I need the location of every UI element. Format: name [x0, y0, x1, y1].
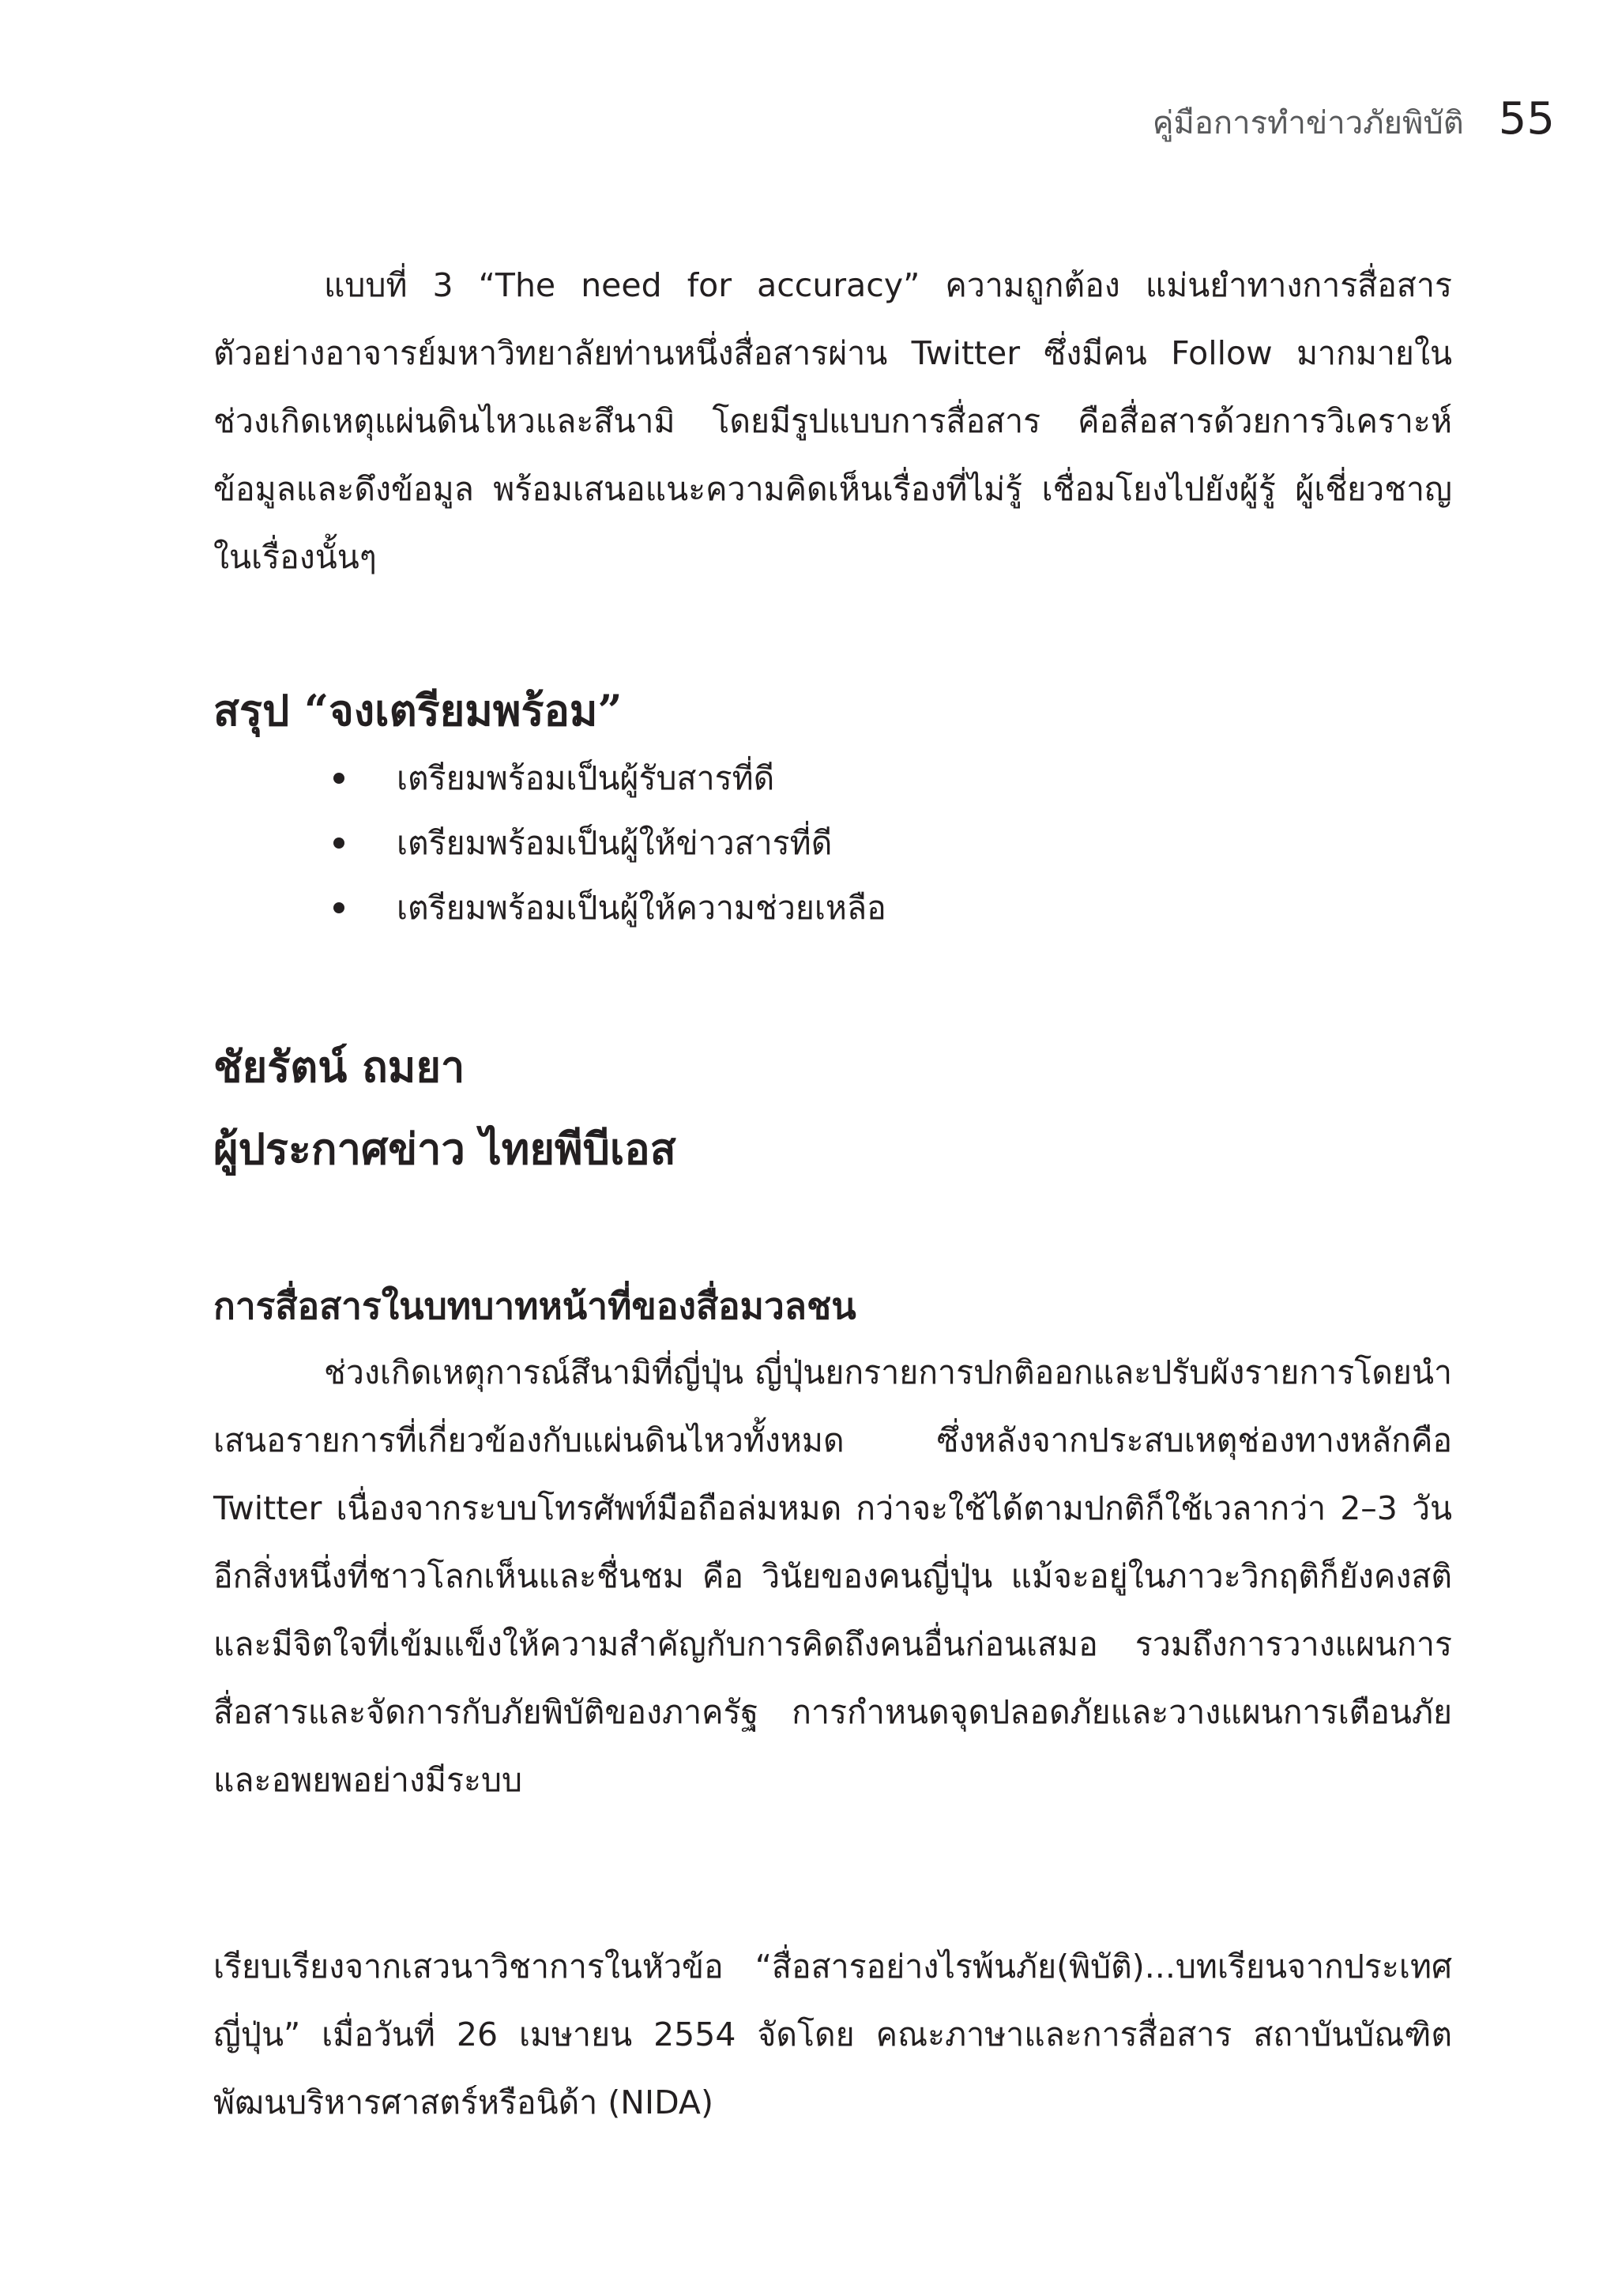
running-head [1153, 93, 1555, 148]
speaker-name: ชัยรัตน์ ถมยา [213, 1041, 465, 1092]
summary-list-item [213, 746, 1452, 811]
bullet-icon [333, 837, 344, 849]
page-body [213, 251, 1452, 2136]
source-note: เรียบเรียงจากเสวนาวิชาการในหัวข้อ “สื่อสารอย่างไรพ้นภัย(พิบัติ)...บทเรียนจากประเทศญี่ปุ่น” เมื่อวันที่ 26 เมษายน 2554 จัดโดย คณะภาษาและการสื่อสาร สถาบันบัณฑิตพัฒนบริหารศาสตร์หรือนิด้า (NIDA) [213, 1948, 1452, 2121]
summary-item-text: เตรียมพร้อมเป็นผู้รับสารที่ดี [397, 759, 775, 797]
summary-heading: สรุป “จงเตรียมพร้อม” [213, 685, 623, 736]
summary-list-item [213, 875, 1452, 940]
bullet-icon [333, 902, 344, 913]
section-paragraph [213, 1338, 1452, 1814]
section-paragraph-text: ช่วงเกิดเหตุการณ์สึนามิที่ญี่ปุ่น ญี่ปุ่นยกรายการปกติออกและปรับผังรายการโดยนำเสนอรายการที่เกี่ยวข้องกับแผ่นดินไหวทั้งหมด ซึ่งหลังจากประสบเหตุช่องทางหลักคือ Twitter เนื่องจากระบบโทรศัพท์มือถือล่มหมด กว่าจะใช้ได้ตามปกติก็ใช้เวลากว่า 2–3 วัน อีกสิ่งหนึ่งที่ชาวโลกเห็นและชื่นชม คือ วินัยของคนญี่ปุ่น แม้จะอยู่ในภาวะวิกฤติก็ยังคงสติและมีจิตใจที่เข้มแข็งให้ความสำคัญกับการคิดถึงคนอื่นก่อนเสมอ รวมถึงการวางแผนการสื่อสารและจัดการกับภัยพิบัติของภาครัฐ การกำหนดจุดปลอดภัยและวางแผนการเตือนภัยและอพยพอย่างมีระบบ [213, 1353, 1452, 1799]
speaker-role: ผู้ประกาศข่าว ไทยพีบีเอส [213, 1124, 676, 1174]
running-head-title: คู่มือการทำข่าวภัยพิบัติ [1152, 105, 1464, 141]
summary-item-text: เตรียมพร้อมเป็นผู้ให้ความช่วยเหลือ [397, 889, 886, 927]
summary-list [213, 746, 1452, 940]
intro-paragraph [213, 251, 1452, 591]
section-heading: การสื่อสารในบทบาทหน้าที่ของสื่อมวลชน [213, 1285, 856, 1327]
summary-list-item [213, 811, 1452, 875]
intro-paragraph-text: แบบที่ 3 “The need for accuracy” ความถูกต้อง แม่นยำทางการสื่อสาร ตัวอย่างอาจารย์มหาวิทยาลัยท่านหนึ่งสื่อสารผ่าน Twitter ซึ่งมีคน Follow มากมายในช่วงเกิดเหตุแผ่นดินไหวและสึนามิ โดยมีรูปแบบการสื่อสาร คือสื่อสารด้วยการวิเคราะห์ข้อมูลและดึงข้อมูล พร้อมเสนอแนะความคิดเห็นเรื่องที่ไม่รู้ เชื่อมโยงไปยังผู้รู้ ผู้เชี่ยวชาญในเรื่องนั้นๆ [213, 266, 1452, 576]
bullet-icon [333, 773, 344, 784]
page-number: 55 [1498, 93, 1555, 145]
summary-item-text: เตรียมพร้อมเป็นผู้ให้ข่าวสารที่ดี [397, 824, 833, 862]
